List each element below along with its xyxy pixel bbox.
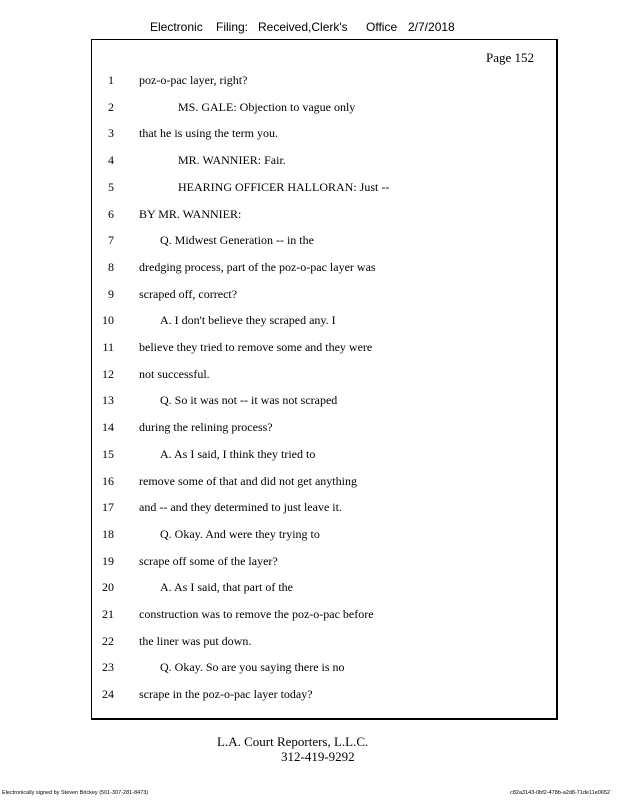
- transcript-line: that he is using the term you.: [139, 126, 278, 141]
- header-word-electronic: Electronic: [150, 20, 203, 34]
- transcript-line: MR. WANNIER: Fair.: [178, 153, 286, 168]
- transcript-line: dredging process, part of the poz-o-pac layer was: [139, 259, 376, 274]
- transcript-line: A. As I said, I think they tried to: [160, 446, 316, 461]
- line-number: 9: [108, 286, 114, 301]
- line-number: 10: [102, 313, 114, 328]
- transcript-line: A. As I said, that part of the: [160, 580, 293, 595]
- transcript-line: the liner was put down.: [139, 633, 252, 648]
- line-number: 21: [102, 607, 114, 621]
- transcript-line: A. I don't believe they scraped any. I: [160, 313, 336, 328]
- transcript-line: scraped off, correct?: [139, 286, 238, 301]
- header-word-received: Received,Clerk's: [258, 20, 348, 34]
- line-number: 24: [102, 687, 114, 702]
- header-word-office: Office: [366, 20, 398, 34]
- line-number: 23: [102, 660, 114, 675]
- line-number: 8: [108, 259, 114, 274]
- line-number: 20: [102, 580, 114, 595]
- line-number: 11: [102, 340, 114, 354]
- transcript-line: construction was to remove the poz-o-pac before: [139, 607, 374, 621]
- transcript-line: scrape in the poz-o-pac layer today?: [139, 687, 313, 702]
- signature-right: c82a3143-0bf2-478b-a2d8-71de11e0652: [510, 790, 610, 796]
- transcript-line: Q. Okay. So are you saying there is no: [160, 660, 345, 675]
- signature-left: Electronically signed by Steven Brickey (501-307-281-8473): [2, 790, 149, 796]
- transcript-line: remove some of that and did not get anything: [139, 473, 357, 488]
- header-date: 2/7/2018: [408, 20, 455, 34]
- line-number: 15: [102, 446, 114, 461]
- transcript-line: HEARING OFFICER HALLORAN: Just --: [178, 179, 390, 194]
- line-number: 5: [108, 179, 114, 194]
- line-number: 19: [102, 553, 114, 568]
- line-number: 17: [102, 500, 114, 515]
- transcript-line: Q. So it was not -- it was not scraped: [160, 393, 338, 408]
- line-number: 4: [108, 153, 114, 168]
- transcript-line: Q. Okay. And were they trying to: [160, 526, 320, 541]
- line-number: 6: [108, 206, 114, 221]
- transcript-line: not successful.: [139, 366, 210, 381]
- header-word-filing: Filing:: [216, 20, 249, 34]
- line-number: 7: [108, 233, 114, 248]
- transcript-line: during the relining process?: [139, 420, 273, 435]
- line-number: 16: [102, 473, 114, 488]
- transcript-line: believe they tried to remove some and they were: [139, 340, 373, 354]
- page-number: Page 152: [485, 50, 534, 65]
- line-number: 1: [108, 73, 114, 87]
- transcript-line: Q. Midwest Generation -- in the: [160, 233, 314, 248]
- footer-phone: 312-419-9292: [281, 749, 355, 764]
- line-number: 22: [102, 633, 114, 648]
- line-number: 2: [108, 99, 114, 114]
- footer-company: L.A. Court Reporters, L.L.C.: [217, 734, 369, 749]
- transcript-line: and -- and they determined to just leave it.: [139, 500, 342, 515]
- line-number: 3: [108, 126, 114, 141]
- line-number: 13: [102, 393, 114, 408]
- line-number: 18: [102, 526, 114, 541]
- line-number: 14: [102, 420, 114, 435]
- line-number: 12: [102, 366, 114, 381]
- transcript-line: BY MR. WANNIER:: [139, 206, 242, 221]
- transcript-line: poz-o-pac layer, right?: [139, 73, 248, 87]
- transcript-line: scrape off some of the layer?: [139, 553, 278, 568]
- transcript-line: MS. GALE: Objection to vague only: [178, 99, 356, 114]
